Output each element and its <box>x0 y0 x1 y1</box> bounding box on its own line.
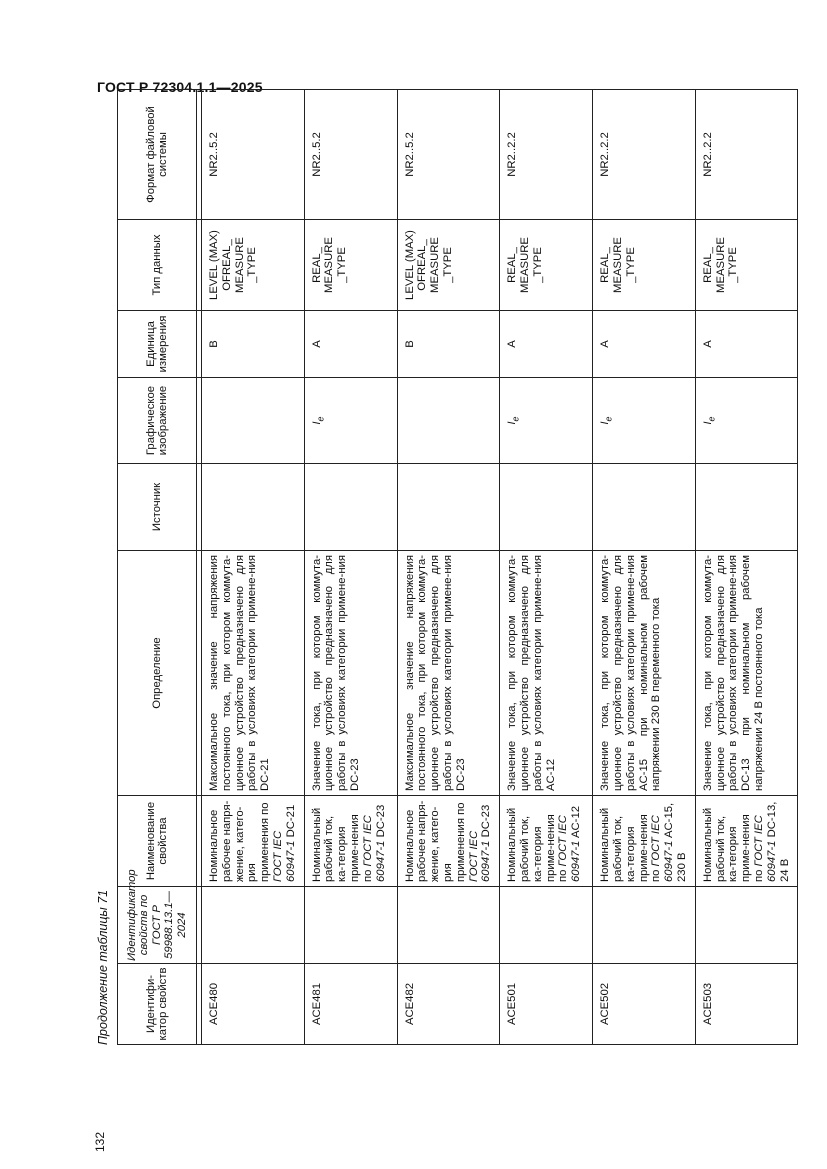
format-cell <box>695 90 798 220</box>
data-type-text: LEVEL (MAX) OFREAL_ MEASURE _TYPE <box>403 230 454 300</box>
graphic-symbol-main: I <box>310 421 323 425</box>
unit-text: А <box>599 340 612 348</box>
gost-id-cell <box>397 887 500 964</box>
unit-text: А <box>506 340 519 348</box>
standard-reference: ГОСТ IEC 60947-1 <box>361 815 387 882</box>
graphic-symbol-subscript: e <box>314 416 325 422</box>
data-type-cell <box>304 220 397 311</box>
gost-id-cell <box>593 887 696 964</box>
property-name-suffix: DC-23 <box>374 804 387 841</box>
format-text: NR2..2.2 <box>599 132 612 177</box>
format-text: NR2..2.2 <box>701 132 714 177</box>
definition-text: Максимальное значение напряжения постоянного тока, при котором коммута-ционное устройство предназначено для работы в условиях категории примене-ния DC-23 <box>403 555 467 791</box>
property-code-cell <box>593 964 696 1045</box>
property-name-text: Номинальное рабочее напря-жение, катего-рия применения по <box>403 800 467 882</box>
property-name-suffix: DC-13, 24 В <box>765 801 791 882</box>
rotated-table-block <box>93 90 827 1152</box>
format-cell <box>397 90 500 220</box>
definition-text: Максимальное значение напряжения постоянного тока, при котором коммута-ционное устройство предназначено для работы в условиях категории примене-ния DC-21 <box>208 555 272 791</box>
property-name-suffix: AC-15, 230 В <box>663 802 688 882</box>
standard-reference: ГОСТ IEC 60947-1 <box>271 830 297 882</box>
unit-cell <box>500 311 593 378</box>
graphic-symbol-main: I <box>701 421 714 425</box>
gost-id-cell <box>695 887 798 964</box>
standard-reference: ГОСТ IEC 60947-1 <box>650 815 676 882</box>
data-type-cell <box>202 220 305 311</box>
source-cell <box>202 464 305 551</box>
table-71 <box>117 89 798 1045</box>
graphic-symbol-main: I <box>506 421 519 425</box>
property-name-text: Номинальное рабочее напря-жение, катего-рия применения по <box>208 800 272 882</box>
graphic-cell <box>593 378 696 464</box>
definition-text: Значение тока, при котором коммута-ционное устройство предназначено для работы в условиях категории примене-ния AC-12 <box>506 555 557 791</box>
property-name-text: Номинальный рабочий ток, ка-тегория приме-нения по <box>599 807 663 882</box>
property-name-suffix: AC-12 <box>570 805 583 841</box>
graphic-cell <box>304 378 397 464</box>
unit-cell <box>593 311 696 378</box>
graphic-symbol <box>702 416 714 424</box>
table-row <box>500 90 593 1045</box>
standard-reference: ГОСТ IEC 60947-1 <box>752 815 778 882</box>
header-graphic: Графическое изображение <box>118 378 197 464</box>
page-number: 132 <box>93 1131 107 1152</box>
source-cell <box>304 464 397 551</box>
data-type-text: REAL_ MEASURE _TYPE <box>599 237 637 293</box>
property-name-cell <box>500 796 593 887</box>
property-code: ACE480 <box>208 982 220 1026</box>
format-cell <box>202 90 305 220</box>
document-header: ГОСТ Р 72304.1.1—2025 <box>97 79 263 95</box>
table-row <box>695 90 798 1045</box>
property-code-cell <box>500 964 593 1045</box>
graphic-symbol <box>311 416 323 424</box>
graphic-cell <box>500 378 593 464</box>
property-name-cell <box>695 796 798 887</box>
property-name-suffix: DC-21 <box>284 804 297 841</box>
graphic-symbol-subscript: e <box>705 416 716 422</box>
property-name-cell <box>593 796 696 887</box>
graphic-symbol-subscript: e <box>510 416 521 422</box>
graphic-cell <box>202 378 305 464</box>
property-name-cell <box>304 796 397 887</box>
table-row <box>397 90 500 1045</box>
property-code: ACE502 <box>599 982 612 1026</box>
data-type-text: LEVEL (MAX) OFREAL_ MEASURE _TYPE <box>208 230 259 300</box>
table-caption: Продолжение таблицы 71 <box>96 889 110 1045</box>
gost-id-cell <box>202 887 305 964</box>
definition-cell <box>593 551 696 796</box>
header-definition: Определение <box>118 551 197 796</box>
definition-text: Значение тока, при котором коммута-ционное устройство предназначено для работы в условиях категории примене-ния AC-15 при номинальном рабочем напряжении 230 В переменного тока <box>599 555 663 791</box>
gost-id-cell <box>304 887 397 964</box>
table-row <box>304 90 397 1045</box>
definition-cell <box>397 551 500 796</box>
table-header-row <box>118 90 197 1045</box>
header-source: Источник <box>118 464 197 551</box>
standard-reference: ГОСТ IEC 60947-1 <box>467 830 493 882</box>
format-text: NR2..5.2 <box>403 132 416 177</box>
property-name-text: Номинальный рабочий ток, ка-тегория приме-нения по <box>310 807 374 882</box>
header-dtype: Тип данных <box>118 220 197 311</box>
property-code-cell <box>304 964 397 1045</box>
format-text: NR2..5.2 <box>310 132 323 177</box>
format-cell <box>304 90 397 220</box>
unit-text: В <box>208 340 220 348</box>
definition-cell <box>202 551 305 796</box>
standard-reference: ГОСТ IEC 60947-1 <box>557 815 583 882</box>
unit-cell <box>397 311 500 378</box>
graphic-symbol <box>599 416 614 425</box>
header-name: Наименование свойства <box>118 796 197 887</box>
property-code-cell <box>695 964 798 1045</box>
data-type-text: REAL_ MEASURE _TYPE <box>506 237 544 293</box>
table-row <box>202 90 305 1045</box>
definition-cell <box>304 551 397 796</box>
property-code-cell <box>397 964 500 1045</box>
header-format: Формат файловой системы <box>118 90 197 220</box>
source-cell <box>397 464 500 551</box>
source-cell <box>695 464 798 551</box>
unit-text: А <box>701 340 714 348</box>
format-text: NR2..2.2 <box>506 132 519 177</box>
format-text: NR2..5.2 <box>208 132 220 177</box>
unit-cell <box>304 311 397 378</box>
property-code: ACE482 <box>403 982 416 1026</box>
format-cell <box>500 90 593 220</box>
data-type-cell <box>500 220 593 311</box>
data-type-cell <box>397 220 500 311</box>
table-row <box>593 90 696 1045</box>
graphic-symbol <box>506 416 521 425</box>
property-code-cell <box>202 964 305 1045</box>
property-name-cell <box>397 796 500 887</box>
format-cell <box>593 90 696 220</box>
property-code: ACE501 <box>506 982 519 1026</box>
source-cell <box>500 464 593 551</box>
gost-id-cell <box>500 887 593 964</box>
source-cell <box>593 464 696 551</box>
graphic-symbol-subscript: e <box>603 416 614 422</box>
definition-cell <box>500 551 593 796</box>
unit-cell <box>695 311 798 378</box>
data-type-text: REAL_ MEASURE _TYPE <box>310 237 349 293</box>
header-id-gost: Идентификатор свойств по ГОСТ Р 59988.13.1—2024 <box>118 887 197 964</box>
property-name-suffix: DC-23 <box>480 804 493 841</box>
definition-text: Значение тока, при котором коммута-ционное устройство предназначено для работы в условиях категории примене-ния DC-23 <box>310 555 361 791</box>
unit-text: В <box>403 340 416 348</box>
data-type-text: REAL_ MEASURE _TYPE <box>701 237 740 293</box>
graphic-symbol-main: I <box>599 421 612 425</box>
header-id: Идентифи-катор свойств <box>118 964 197 1045</box>
graphic-cell <box>695 378 798 464</box>
definition-cell <box>695 551 798 796</box>
property-name-cell <box>202 796 305 887</box>
property-name-text: Номинальный рабочий ток, ка-тегория приме-нения по <box>506 807 570 882</box>
data-type-cell <box>593 220 696 311</box>
property-code: ACE481 <box>310 982 323 1026</box>
property-code: ACE503 <box>701 982 714 1026</box>
unit-cell <box>202 311 305 378</box>
graphic-cell <box>397 378 500 464</box>
property-name-text: Номинальный рабочий ток, ка-тегория приме-нения по <box>701 807 765 882</box>
unit-text: А <box>310 340 323 348</box>
data-type-cell <box>695 220 798 311</box>
header-unit: Единица измерения <box>118 311 197 378</box>
definition-text: Значение тока, при котором коммута-ционное устройство предназначено для работы в условиях категории примене-ния DC-13 при номинальном рабочем напряжении 24 В постоянного тока <box>701 555 765 791</box>
